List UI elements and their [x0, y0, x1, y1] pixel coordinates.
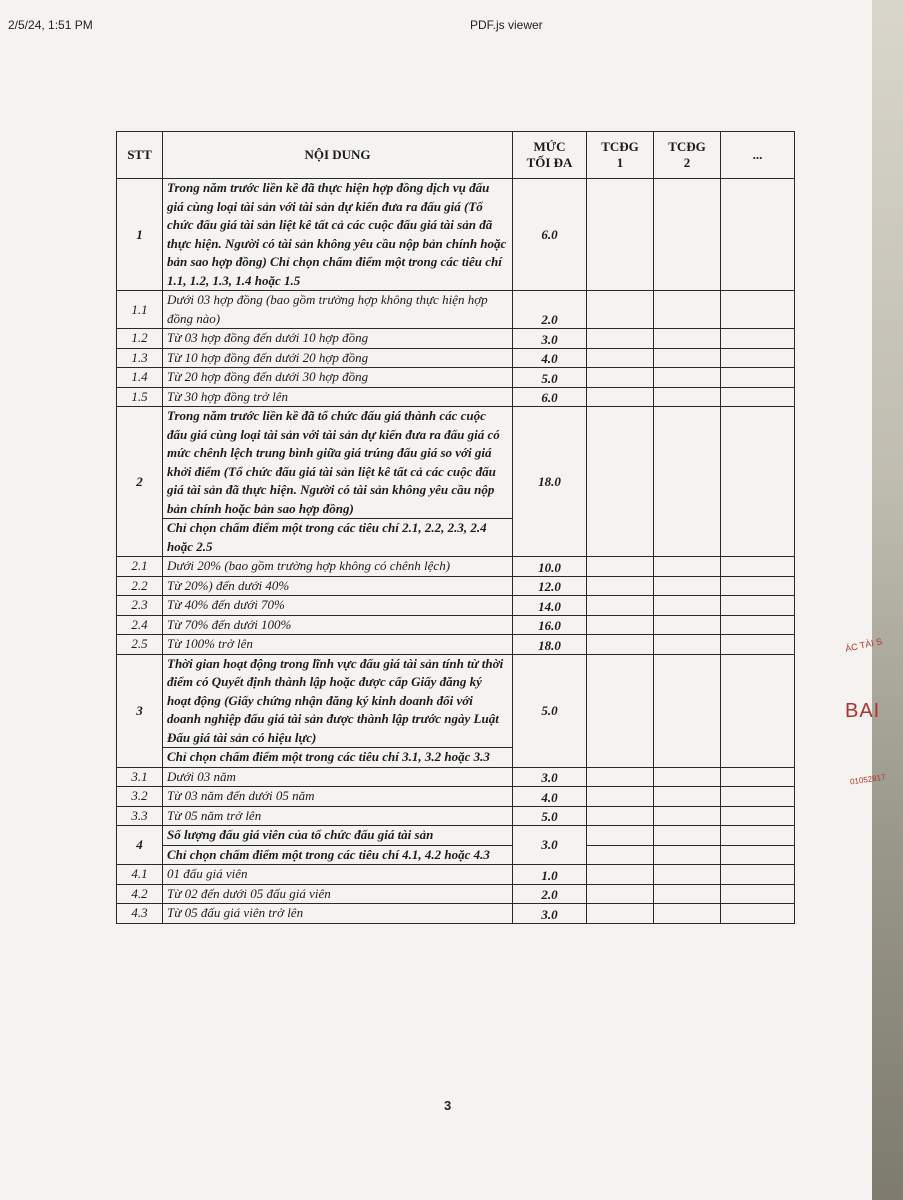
row-content: Trong năm trước liền kề đã thực hiện hợp đồng dịch vụ đấu giá cùng loại tài sản với tài sản dự kiến đưa ra đấu giá (Tổ chức đấu giá tài sản liệt kê tất cả các cuộc đấu giá tài sản đã thực hiện. Người có tài sản không yêu cầu nộp bản chính hoặc bản sao hợp đồng) Chỉ chọn chấm điểm một trong các tiêu chí 1.1, 1.2, 1.3, 1.4 hoặc 1.5 — [163, 179, 513, 291]
header-tcdg1: TCĐG 1 — [587, 132, 654, 179]
row-score: 1.0 — [513, 865, 587, 885]
tcdg2-cell — [654, 654, 721, 767]
tcdg1-cell — [587, 865, 654, 885]
row-subcontent: Chỉ chọn chấm điểm một trong các tiêu chí 2.1, 2.2, 2.3, 2.4 hoặc 2.5 — [163, 519, 513, 557]
table-row — [117, 787, 795, 807]
row-score: 18.0 — [513, 407, 587, 557]
row-stt: 3.1 — [117, 767, 163, 787]
row-content: Dưới 03 năm — [163, 767, 513, 787]
row-score: 5.0 — [513, 806, 587, 826]
tcdg1-cell — [587, 615, 654, 635]
tcdg2-cell — [654, 179, 721, 291]
row-score: 3.0 — [513, 904, 587, 924]
more-cell — [721, 884, 795, 904]
tcdg2-cell — [654, 904, 721, 924]
tcdg2-cell — [654, 387, 721, 407]
row-stt: 1.4 — [117, 368, 163, 388]
more-cell — [721, 291, 795, 329]
row-stt: 2.5 — [117, 635, 163, 655]
tcdg2-cell — [654, 291, 721, 329]
more-cell — [721, 654, 795, 767]
row-subcontent: Chỉ chọn chấm điểm một trong các tiêu chí 4.1, 4.2 hoặc 4.3 — [163, 845, 513, 865]
more-cell — [721, 787, 795, 807]
row-stt: 2 — [117, 407, 163, 557]
tcdg1-cell — [587, 767, 654, 787]
red-stamp-fragment: ÁC TÀI S — [844, 636, 883, 654]
row-score: 4.0 — [513, 787, 587, 807]
table-row — [117, 615, 795, 635]
table-row — [117, 865, 795, 885]
table-row — [117, 635, 795, 655]
more-cell — [721, 387, 795, 407]
row-score: 3.0 — [513, 767, 587, 787]
row-content: 01 đấu giá viên — [163, 865, 513, 885]
table-row — [117, 884, 795, 904]
row-stt: 2.2 — [117, 576, 163, 596]
more-cell — [721, 865, 795, 885]
row-stt: 1.1 — [117, 291, 163, 329]
tcdg1-cell — [587, 596, 654, 616]
row-stt: 2.1 — [117, 557, 163, 577]
tcdg1-cell — [587, 387, 654, 407]
more-cell — [721, 348, 795, 368]
tcdg2-cell — [654, 329, 721, 349]
row-score: 6.0 — [513, 387, 587, 407]
tcdg1-cell — [587, 407, 654, 557]
tcdg1-cell — [587, 806, 654, 826]
row-content: Từ 03 hợp đồng đến dưới 10 hợp đồng — [163, 329, 513, 349]
header-more: ... — [721, 132, 795, 179]
table-row — [117, 596, 795, 616]
row-content: Dưới 20% (bao gồm trường hợp không có chênh lệch) — [163, 557, 513, 577]
tcdg2-cell — [654, 407, 721, 557]
tcdg1-cell — [587, 329, 654, 349]
print-datetime: 2/5/24, 1:51 PM — [8, 18, 93, 32]
table-row — [117, 654, 795, 748]
red-stamp-fragment: BAI — [845, 700, 881, 722]
table-row — [117, 806, 795, 826]
tcdg2-cell — [654, 635, 721, 655]
tcdg1-cell — [587, 884, 654, 904]
tcdg1-cell — [587, 904, 654, 924]
tcdg1-cell — [587, 348, 654, 368]
table-subrow — [117, 845, 795, 865]
row-stt: 1.2 — [117, 329, 163, 349]
tcdg1-cell — [587, 787, 654, 807]
row-score: 4.0 — [513, 348, 587, 368]
row-score: 16.0 — [513, 615, 587, 635]
table-row — [117, 826, 795, 846]
row-stt: 4.1 — [117, 865, 163, 885]
table-row — [117, 767, 795, 787]
row-content: Dưới 03 hợp đồng (bao gồm trường hợp không thực hiện hợp đồng nào) — [163, 291, 513, 329]
tcdg1-cell — [587, 368, 654, 388]
more-cell — [721, 904, 795, 924]
table-row — [117, 387, 795, 407]
row-score: 10.0 — [513, 557, 587, 577]
tcdg1-cell — [587, 635, 654, 655]
more-cell — [721, 615, 795, 635]
more-cell — [721, 826, 795, 846]
row-content: Từ 02 đến dưới 05 đấu giá viên — [163, 884, 513, 904]
row-score: 5.0 — [513, 368, 587, 388]
more-cell — [721, 635, 795, 655]
row-content: Từ 03 năm đến dưới 05 năm — [163, 787, 513, 807]
row-stt: 1 — [117, 179, 163, 291]
row-score: 14.0 — [513, 596, 587, 616]
table-row — [117, 329, 795, 349]
header-stt: STT — [117, 132, 163, 179]
table-row — [117, 557, 795, 577]
row-subcontent: Chỉ chọn chấm điểm một trong các tiêu chí 3.1, 3.2 hoặc 3.3 — [163, 748, 513, 768]
tcdg1-cell — [587, 826, 654, 846]
row-content: Từ 05 năm trở lên — [163, 806, 513, 826]
row-score: 2.0 — [513, 884, 587, 904]
row-content: Trong năm trước liền kề đã tổ chức đấu giá thành các cuộc đấu giá cùng loại tài sản với tài sản dự kiến đưa ra đấu giá có mức chênh lệch trung bình giữa giá trúng đấu giá so với giá khởi điểm (Tổ chức đấu giá tài sản liệt kê tất cả các cuộc đấu giá tài sản đã thực hiện. Người có tài sản không yêu cầu nộp bản chính hoặc bản sao hợp đồng) — [163, 407, 513, 519]
header-tcdg2: TCĐG 2 — [654, 132, 721, 179]
row-content: Từ 10 hợp đồng đến dưới 20 hợp đồng — [163, 348, 513, 368]
row-content: Từ 30 hợp đồng trở lên — [163, 387, 513, 407]
table-row — [117, 576, 795, 596]
tcdg1-cell — [587, 576, 654, 596]
row-stt: 4 — [117, 826, 163, 865]
more-cell — [721, 179, 795, 291]
row-stt: 3 — [117, 654, 163, 767]
background-surface — [872, 0, 903, 1200]
tcdg1-cell — [587, 557, 654, 577]
row-score: 5.0 — [513, 654, 587, 767]
row-content: Số lượng đấu giá viên của tổ chức đấu giá tài sản — [163, 826, 513, 846]
tcdg2-cell — [654, 348, 721, 368]
row-stt: 4.2 — [117, 884, 163, 904]
tcdg2-cell — [654, 557, 721, 577]
page-number: 3 — [444, 1098, 452, 1113]
row-content: Từ 100% trở lên — [163, 635, 513, 655]
row-score: 6.0 — [513, 179, 587, 291]
row-content: Từ 20 hợp đồng đến dưới 30 hợp đồng — [163, 368, 513, 388]
table-row — [117, 291, 795, 329]
row-content: Thời gian hoạt động trong lĩnh vực đấu giá tài sản tính từ thời điểm có Quyết định thành lập hoặc được cấp Giấy đăng ký hoạt động (Giấy chứng nhận đăng ký kinh doanh đối với doanh nghiệp đấu giá tài sản được thành lập trước ngày Luật Đấu giá tài sản có hiệu lực) — [163, 654, 513, 748]
tcdg2-cell — [654, 845, 721, 865]
row-stt: 3.3 — [117, 806, 163, 826]
tcdg2-cell — [654, 767, 721, 787]
row-score: 3.0 — [513, 826, 587, 865]
row-stt: 1.5 — [117, 387, 163, 407]
print-title: PDF.js viewer — [470, 18, 543, 32]
tcdg1-cell — [587, 179, 654, 291]
tcdg2-cell — [654, 615, 721, 635]
row-content: Từ 05 đấu giá viên trở lên — [163, 904, 513, 924]
red-stamp-fragment: 01052817 — [849, 772, 887, 787]
row-stt: 1.3 — [117, 348, 163, 368]
more-cell — [721, 576, 795, 596]
tcdg1-cell — [587, 291, 654, 329]
tcdg2-cell — [654, 368, 721, 388]
row-content: Từ 20%) đến dưới 40% — [163, 576, 513, 596]
table-row — [117, 407, 795, 519]
tcdg2-cell — [654, 596, 721, 616]
more-cell — [721, 329, 795, 349]
tcdg2-cell — [654, 865, 721, 885]
row-score: 3.0 — [513, 329, 587, 349]
table-row — [117, 368, 795, 388]
row-stt: 3.2 — [117, 787, 163, 807]
row-score: 2.0 — [513, 291, 587, 329]
tcdg2-cell — [654, 884, 721, 904]
tcdg2-cell — [654, 806, 721, 826]
row-score: 18.0 — [513, 635, 587, 655]
table-header-row — [117, 132, 795, 179]
tcdg2-cell — [654, 576, 721, 596]
tcdg2-cell — [654, 826, 721, 846]
table-row — [117, 904, 795, 924]
row-score: 12.0 — [513, 576, 587, 596]
table-row — [117, 179, 795, 291]
row-stt: 4.3 — [117, 904, 163, 924]
more-cell — [721, 845, 795, 865]
row-stt: 2.4 — [117, 615, 163, 635]
header-content: NỘI DUNG — [163, 132, 513, 179]
row-stt: 2.3 — [117, 596, 163, 616]
tcdg2-cell — [654, 787, 721, 807]
more-cell — [721, 596, 795, 616]
more-cell — [721, 767, 795, 787]
header-max-score: MỨC TỐI ĐA — [513, 132, 587, 179]
tcdg1-cell — [587, 845, 654, 865]
row-content: Từ 40% đến dưới 70% — [163, 596, 513, 616]
more-cell — [721, 368, 795, 388]
scoring-table — [116, 131, 795, 924]
tcdg1-cell — [587, 654, 654, 767]
more-cell — [721, 407, 795, 557]
table-row — [117, 348, 795, 368]
more-cell — [721, 557, 795, 577]
more-cell — [721, 806, 795, 826]
row-content: Từ 70% đến dưới 100% — [163, 615, 513, 635]
